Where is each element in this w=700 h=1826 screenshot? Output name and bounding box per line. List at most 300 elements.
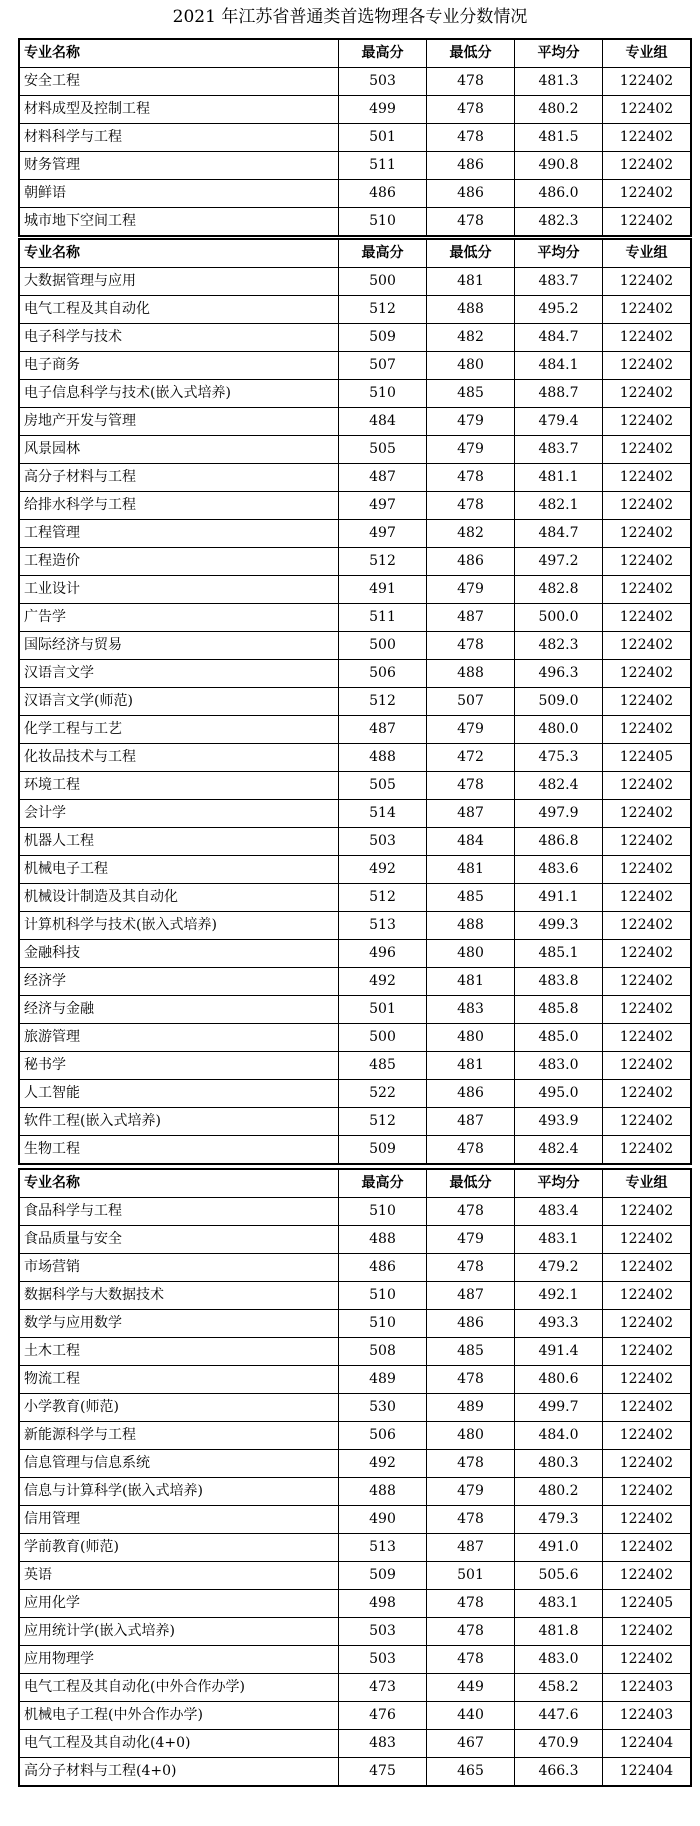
cell-max: 512 (339, 296, 427, 324)
cell-avg: 482.3 (515, 632, 603, 660)
cell-group: 122402 (603, 436, 692, 464)
cell-group: 122402 (603, 1562, 692, 1590)
cell-min: 478 (427, 1198, 515, 1226)
cell-max: 497 (339, 492, 427, 520)
cell-name: 机械电子工程(中外合作办学) (19, 1702, 339, 1730)
cell-name: 材料科学与工程 (19, 124, 339, 152)
header-min: 最低分 (427, 239, 515, 268)
cell-group: 122402 (603, 1450, 692, 1478)
cell-max: 512 (339, 884, 427, 912)
cell-name: 数学与应用数学 (19, 1310, 339, 1338)
cell-avg: 486.8 (515, 828, 603, 856)
table-row (19, 1338, 691, 1366)
header-max: 最高分 (339, 39, 427, 68)
table-header-row (19, 239, 691, 268)
cell-group: 122402 (603, 940, 692, 968)
cell-name: 工程管理 (19, 520, 339, 548)
cell-min: 478 (427, 1254, 515, 1282)
cell-avg: 482.3 (515, 208, 603, 237)
score-table-2 (18, 238, 692, 1165)
table-row (19, 548, 691, 576)
cell-max: 506 (339, 1422, 427, 1450)
cell-name: 电子信息科学与技术(嵌入式培养) (19, 380, 339, 408)
cell-min: 483 (427, 996, 515, 1024)
table-row (19, 1506, 691, 1534)
cell-avg: 497.9 (515, 800, 603, 828)
cell-avg: 483.8 (515, 968, 603, 996)
cell-min: 479 (427, 716, 515, 744)
table-row (19, 352, 691, 380)
cell-group: 122402 (603, 828, 692, 856)
cell-min: 478 (427, 68, 515, 96)
table-row (19, 800, 691, 828)
cell-group: 122402 (603, 604, 692, 632)
cell-name: 化学工程与工艺 (19, 716, 339, 744)
cell-max: 492 (339, 856, 427, 884)
cell-group: 122402 (603, 408, 692, 436)
table-row (19, 968, 691, 996)
cell-group: 122402 (603, 576, 692, 604)
cell-max: 486 (339, 1254, 427, 1282)
cell-min: 479 (427, 1226, 515, 1254)
cell-group: 122402 (603, 1394, 692, 1422)
cell-avg: 505.6 (515, 1562, 603, 1590)
header-group: 专业组 (603, 1169, 692, 1198)
cell-min: 478 (427, 632, 515, 660)
cell-group: 122402 (603, 660, 692, 688)
cell-max: 488 (339, 1226, 427, 1254)
score-table-1 (18, 38, 692, 237)
cell-avg: 483.4 (515, 1198, 603, 1226)
cell-max: 475 (339, 1758, 427, 1787)
cell-name: 金融科技 (19, 940, 339, 968)
cell-name: 新能源科学与工程 (19, 1422, 339, 1450)
header-min: 最低分 (427, 39, 515, 68)
cell-max: 492 (339, 1450, 427, 1478)
cell-group: 122402 (603, 1282, 692, 1310)
cell-group: 122402 (603, 492, 692, 520)
cell-group: 122402 (603, 296, 692, 324)
cell-min: 478 (427, 772, 515, 800)
table-row (19, 1024, 691, 1052)
cell-min: 486 (427, 548, 515, 576)
cell-min: 449 (427, 1674, 515, 1702)
table-row (19, 1108, 691, 1136)
table-row (19, 464, 691, 492)
cell-avg: 482.4 (515, 1136, 603, 1165)
cell-min: 507 (427, 688, 515, 716)
cell-name: 安全工程 (19, 68, 339, 96)
cell-name: 给排水科学与工程 (19, 492, 339, 520)
cell-max: 496 (339, 940, 427, 968)
cell-group: 122402 (603, 380, 692, 408)
cell-name: 食品科学与工程 (19, 1198, 339, 1226)
cell-avg: 447.6 (515, 1702, 603, 1730)
cell-min: 479 (427, 408, 515, 436)
cell-avg: 481.3 (515, 68, 603, 96)
cell-min: 488 (427, 296, 515, 324)
cell-max: 473 (339, 1674, 427, 1702)
cell-group: 122402 (603, 520, 692, 548)
cell-min: 481 (427, 856, 515, 884)
cell-group: 122402 (603, 1108, 692, 1136)
cell-max: 485 (339, 1052, 427, 1080)
cell-group: 122402 (603, 1080, 692, 1108)
table-row (19, 940, 691, 968)
cell-avg: 495.2 (515, 296, 603, 324)
cell-max: 512 (339, 688, 427, 716)
cell-max: 511 (339, 604, 427, 632)
cell-min: 479 (427, 1478, 515, 1506)
score-table-3 (18, 1168, 692, 1787)
cell-avg: 483.6 (515, 856, 603, 884)
table-row (19, 1590, 691, 1618)
cell-max: 503 (339, 1618, 427, 1646)
cell-name: 大数据管理与应用 (19, 268, 339, 296)
cell-name: 材料成型及控制工程 (19, 96, 339, 124)
cell-name: 广告学 (19, 604, 339, 632)
cell-min: 482 (427, 520, 515, 548)
cell-name: 计算机科学与技术(嵌入式培养) (19, 912, 339, 940)
cell-avg: 488.7 (515, 380, 603, 408)
cell-min: 487 (427, 604, 515, 632)
cell-group: 122402 (603, 800, 692, 828)
table-row (19, 152, 691, 180)
cell-max: 489 (339, 1366, 427, 1394)
cell-min: 487 (427, 1108, 515, 1136)
cell-avg: 486.0 (515, 180, 603, 208)
cell-name: 数据科学与大数据技术 (19, 1282, 339, 1310)
cell-max: 508 (339, 1338, 427, 1366)
table-row (19, 604, 691, 632)
cell-avg: 479.3 (515, 1506, 603, 1534)
cell-min: 479 (427, 576, 515, 604)
cell-group: 122402 (603, 96, 692, 124)
cell-group: 122402 (603, 208, 692, 237)
cell-name: 信用管理 (19, 1506, 339, 1534)
cell-avg: 458.2 (515, 1674, 603, 1702)
header-name: 专业名称 (19, 1169, 339, 1198)
cell-avg: 483.1 (515, 1590, 603, 1618)
cell-group: 122402 (603, 268, 692, 296)
table-row (19, 1254, 691, 1282)
cell-max: 488 (339, 1478, 427, 1506)
cell-name: 应用统计学(嵌入式培养) (19, 1618, 339, 1646)
table-row (19, 1080, 691, 1108)
cell-name: 经济与金融 (19, 996, 339, 1024)
cell-min: 485 (427, 1338, 515, 1366)
cell-group: 122402 (603, 1646, 692, 1674)
cell-min: 478 (427, 96, 515, 124)
table-row (19, 1674, 691, 1702)
cell-group: 122403 (603, 1674, 692, 1702)
table-row (19, 576, 691, 604)
cell-min: 486 (427, 1080, 515, 1108)
cell-name: 电子科学与技术 (19, 324, 339, 352)
table-row (19, 408, 691, 436)
table-row (19, 744, 691, 772)
cell-avg: 485.1 (515, 940, 603, 968)
table-row (19, 1450, 691, 1478)
cell-max: 500 (339, 632, 427, 660)
cell-name: 小学教育(师范) (19, 1394, 339, 1422)
cell-group: 122402 (603, 912, 692, 940)
cell-name: 应用化学 (19, 1590, 339, 1618)
cell-max: 512 (339, 548, 427, 576)
cell-max: 503 (339, 68, 427, 96)
cell-name: 机器人工程 (19, 828, 339, 856)
header-group: 专业组 (603, 39, 692, 68)
header-max: 最高分 (339, 1169, 427, 1198)
table-row (19, 68, 691, 96)
cell-avg: 497.2 (515, 548, 603, 576)
cell-name: 旅游管理 (19, 1024, 339, 1052)
cell-avg: 481.5 (515, 124, 603, 152)
cell-min: 465 (427, 1758, 515, 1787)
cell-name: 应用物理学 (19, 1646, 339, 1674)
cell-group: 122402 (603, 1506, 692, 1534)
cell-max: 492 (339, 968, 427, 996)
cell-group: 122402 (603, 716, 692, 744)
cell-avg: 483.0 (515, 1646, 603, 1674)
cell-avg: 481.1 (515, 464, 603, 492)
cell-avg: 466.3 (515, 1758, 603, 1787)
cell-avg: 470.9 (515, 1730, 603, 1758)
cell-max: 483 (339, 1730, 427, 1758)
cell-group: 122402 (603, 548, 692, 576)
cell-min: 487 (427, 1534, 515, 1562)
table-row (19, 632, 691, 660)
table-row (19, 1618, 691, 1646)
cell-min: 484 (427, 828, 515, 856)
header-avg: 平均分 (515, 39, 603, 68)
cell-group: 122402 (603, 1052, 692, 1080)
cell-max: 513 (339, 1534, 427, 1562)
cell-name: 信息与计算科学(嵌入式培养) (19, 1478, 339, 1506)
cell-name: 房地产开发与管理 (19, 408, 339, 436)
cell-name: 人工智能 (19, 1080, 339, 1108)
cell-group: 122402 (603, 996, 692, 1024)
cell-avg: 495.0 (515, 1080, 603, 1108)
cell-min: 479 (427, 436, 515, 464)
cell-name: 土木工程 (19, 1338, 339, 1366)
cell-group: 122405 (603, 744, 692, 772)
cell-group: 122404 (603, 1730, 692, 1758)
cell-max: 486 (339, 180, 427, 208)
table-row (19, 380, 691, 408)
cell-avg: 484.7 (515, 520, 603, 548)
cell-group: 122402 (603, 1254, 692, 1282)
cell-group: 122402 (603, 68, 692, 96)
cell-name: 工业设计 (19, 576, 339, 604)
cell-name: 汉语言文学 (19, 660, 339, 688)
cell-group: 122402 (603, 632, 692, 660)
cell-avg: 483.0 (515, 1052, 603, 1080)
table-row (19, 324, 691, 352)
cell-min: 478 (427, 124, 515, 152)
cell-group: 122402 (603, 1478, 692, 1506)
cell-min: 482 (427, 324, 515, 352)
cell-avg: 480.2 (515, 1478, 603, 1506)
cell-min: 478 (427, 208, 515, 237)
cell-avg: 491.4 (515, 1338, 603, 1366)
table-row (19, 1730, 691, 1758)
cell-name: 电气工程及其自动化(中外合作办学) (19, 1674, 339, 1702)
cell-name: 国际经济与贸易 (19, 632, 339, 660)
cell-max: 510 (339, 1198, 427, 1226)
cell-avg: 500.0 (515, 604, 603, 632)
cell-group: 122402 (603, 856, 692, 884)
cell-min: 472 (427, 744, 515, 772)
cell-max: 505 (339, 436, 427, 464)
table-row (19, 1758, 691, 1787)
table-row (19, 688, 691, 716)
cell-group: 122402 (603, 1422, 692, 1450)
cell-avg: 484.7 (515, 324, 603, 352)
cell-name: 高分子材料与工程(4+0) (19, 1758, 339, 1787)
table-row (19, 124, 691, 152)
cell-group: 122402 (603, 1310, 692, 1338)
cell-group: 122405 (603, 1590, 692, 1618)
cell-avg: 480.3 (515, 1450, 603, 1478)
table-row (19, 660, 691, 688)
cell-min: 478 (427, 1136, 515, 1165)
cell-max: 497 (339, 520, 427, 548)
cell-avg: 480.0 (515, 716, 603, 744)
cell-max: 503 (339, 828, 427, 856)
cell-max: 503 (339, 1646, 427, 1674)
table-row (19, 828, 691, 856)
cell-name: 财务管理 (19, 152, 339, 180)
cell-group: 122402 (603, 1024, 692, 1052)
cell-avg: 479.2 (515, 1254, 603, 1282)
cell-max: 498 (339, 1590, 427, 1618)
cell-avg: 485.0 (515, 1024, 603, 1052)
table-row (19, 996, 691, 1024)
cell-min: 480 (427, 352, 515, 380)
header-name: 专业名称 (19, 239, 339, 268)
table-row (19, 180, 691, 208)
cell-group: 122402 (603, 464, 692, 492)
cell-name: 汉语言文学(师范) (19, 688, 339, 716)
cell-max: 505 (339, 772, 427, 800)
cell-group: 122402 (603, 152, 692, 180)
cell-avg: 485.8 (515, 996, 603, 1024)
table-row (19, 1394, 691, 1422)
cell-avg: 499.3 (515, 912, 603, 940)
table-row (19, 884, 691, 912)
table-row (19, 1534, 691, 1562)
table-row (19, 1366, 691, 1394)
table-row (19, 1052, 691, 1080)
cell-avg: 475.3 (515, 744, 603, 772)
cell-avg: 483.1 (515, 1226, 603, 1254)
cell-max: 509 (339, 1136, 427, 1165)
cell-group: 122402 (603, 1534, 692, 1562)
cell-avg: 482.4 (515, 772, 603, 800)
table-row (19, 1136, 691, 1165)
cell-min: 489 (427, 1394, 515, 1422)
cell-name: 市场营销 (19, 1254, 339, 1282)
cell-max: 509 (339, 324, 427, 352)
cell-avg: 484.0 (515, 1422, 603, 1450)
table-row (19, 1310, 691, 1338)
cell-min: 486 (427, 1310, 515, 1338)
cell-max: 510 (339, 1282, 427, 1310)
cell-max: 511 (339, 152, 427, 180)
cell-min: 478 (427, 1450, 515, 1478)
cell-name: 英语 (19, 1562, 339, 1590)
cell-name: 朝鲜语 (19, 180, 339, 208)
page-title: 2021 年江苏省普通类首选物理各专业分数情况 (172, 7, 528, 27)
cell-avg: 481.8 (515, 1618, 603, 1646)
cell-group: 122402 (603, 1136, 692, 1165)
cell-min: 488 (427, 912, 515, 940)
cell-max: 510 (339, 1310, 427, 1338)
cell-max: 512 (339, 1108, 427, 1136)
cell-avg: 499.7 (515, 1394, 603, 1422)
cell-name: 化妆品技术与工程 (19, 744, 339, 772)
cell-name: 电子商务 (19, 352, 339, 380)
table-header-row (19, 1169, 691, 1198)
cell-min: 467 (427, 1730, 515, 1758)
cell-max: 501 (339, 124, 427, 152)
cell-name: 会计学 (19, 800, 339, 828)
cell-avg: 492.1 (515, 1282, 603, 1310)
cell-name: 机械设计制造及其自动化 (19, 884, 339, 912)
cell-max: 490 (339, 1506, 427, 1534)
cell-min: 478 (427, 1590, 515, 1618)
table-row (19, 856, 691, 884)
table-row (19, 1282, 691, 1310)
cell-avg: 482.8 (515, 576, 603, 604)
cell-name: 软件工程(嵌入式培养) (19, 1108, 339, 1136)
cell-min: 440 (427, 1702, 515, 1730)
cell-avg: 480.2 (515, 96, 603, 124)
cell-max: 501 (339, 996, 427, 1024)
header-avg: 平均分 (515, 1169, 603, 1198)
cell-max: 484 (339, 408, 427, 436)
cell-min: 478 (427, 1618, 515, 1646)
cell-min: 481 (427, 268, 515, 296)
cell-group: 122403 (603, 1702, 692, 1730)
cell-max: 530 (339, 1394, 427, 1422)
table-row (19, 492, 691, 520)
table-row (19, 1646, 691, 1674)
table-row (19, 520, 691, 548)
cell-min: 486 (427, 152, 515, 180)
cell-group: 122402 (603, 124, 692, 152)
cell-min: 480 (427, 1024, 515, 1052)
cell-avg: 483.7 (515, 436, 603, 464)
cell-min: 480 (427, 940, 515, 968)
cell-min: 486 (427, 180, 515, 208)
cell-min: 478 (427, 464, 515, 492)
table-row (19, 1226, 691, 1254)
header-name: 专业名称 (19, 39, 339, 68)
cell-name: 经济学 (19, 968, 339, 996)
cell-name: 电气工程及其自动化 (19, 296, 339, 324)
cell-name: 食品质量与安全 (19, 1226, 339, 1254)
header-avg: 平均分 (515, 239, 603, 268)
header-group: 专业组 (603, 239, 692, 268)
table-row (19, 1562, 691, 1590)
cell-min: 485 (427, 884, 515, 912)
cell-group: 122402 (603, 772, 692, 800)
cell-max: 522 (339, 1080, 427, 1108)
cell-group: 122402 (603, 1366, 692, 1394)
table-row (19, 912, 691, 940)
